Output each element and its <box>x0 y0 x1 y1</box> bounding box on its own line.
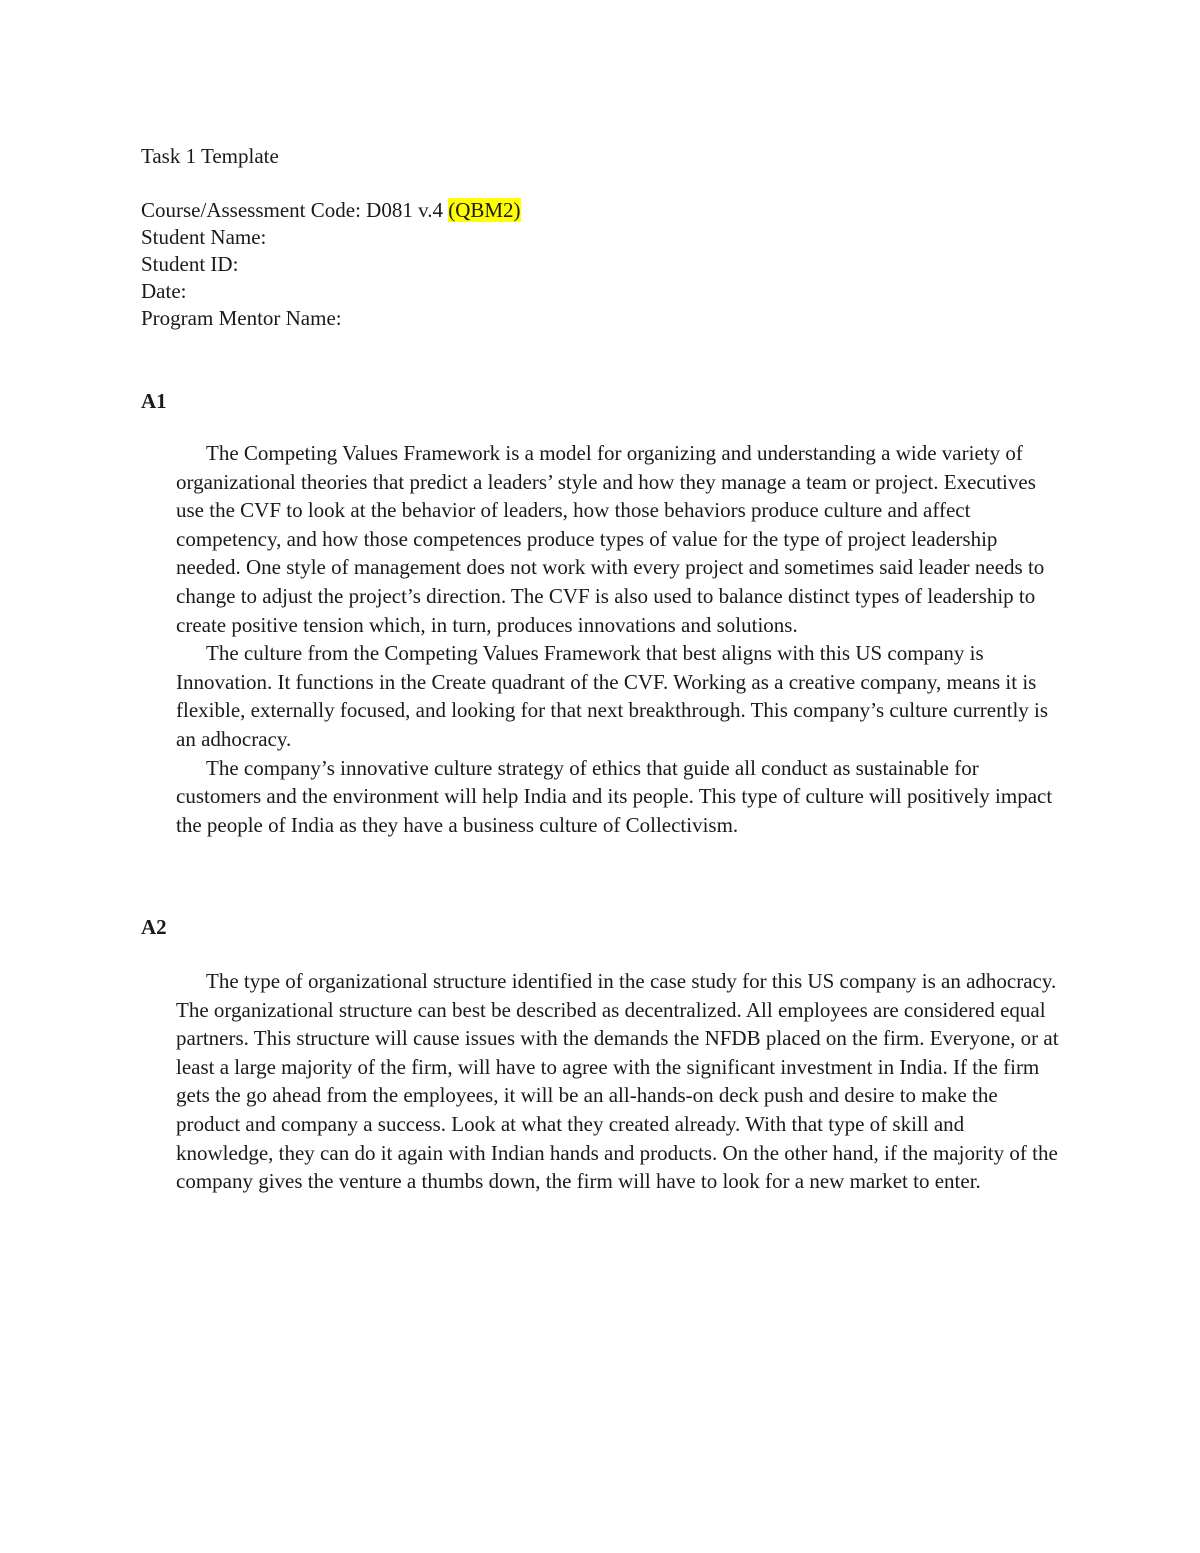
mentor-name-label: Program Mentor Name: <box>141 306 342 330</box>
paragraph: The culture from the Competing Values Framework that best aligns with this US company is Innovation. It functions in the Create quadrant of the CVF. Working as a creative company, means it is flexible, externally focused, and looking for that next breakthrough. This company’s culture currently is an adhocracy. <box>176 641 1049 751</box>
header-fields <box>141 197 521 332</box>
paragraph: The type of organizational structure identified in the case study for this US company is an adhocracy. The organizational structure can best be described as decentralized. All employees are considered equal partners. This structure will cause issues with the demands the NFDB placed on the firm. Everyone, or at least a large majority of the firm, will have to agree with the significant investment in India. If the firm gets the go ahead from the employees, it will be an all-hands-on deck push and desire to make the product and company a success. Look at what they created already. With that type of skill and knowledge, they can do it again with Indian hands and products. On the other hand, if the majority of the company gives the venture a thumbs down, the firm will have to look for a new market to enter. <box>176 969 1059 1194</box>
section-heading-a2: A2 <box>141 915 167 939</box>
document-title: Task 1 Template <box>141 144 279 168</box>
paragraph: The company’s innovative culture strategy of ethics that guide all conduct as sustainable for customers and the environment will help India and its people. This type of culture will positively impact the people of India as they have a business culture of Collectivism. <box>176 755 1053 837</box>
section-heading-a1: A1 <box>141 389 167 413</box>
course-code-highlight: (QBM2) <box>448 198 521 222</box>
section-a1-body <box>176 439 1066 839</box>
student-name-label: Student Name: <box>141 225 267 249</box>
course-code-label: Course/Assessment Code: D081 v.4 <box>141 198 449 222</box>
course-code-line <box>141 197 521 224</box>
paragraph: The Competing Values Framework is a model for organizing and understanding a wide variety of organizational theories that predict a leaders’ style and how they manage a team or project. Executives use the CVF to look at the behavior of leaders, how those behaviors produce culture and affect competency, and how those competences produce types of value for the type of project leadership needed. One style of management does not work with every project and sometimes said leader needs to change to adjust the project’s direction. The CVF is also used to balance distinct types of leadership to create positive tension which, in turn, produces innovations and solutions. <box>176 441 1045 637</box>
student-id-label: Student ID: <box>141 252 239 276</box>
section-a2-body <box>176 967 1066 1196</box>
date-label: Date: <box>141 279 187 303</box>
